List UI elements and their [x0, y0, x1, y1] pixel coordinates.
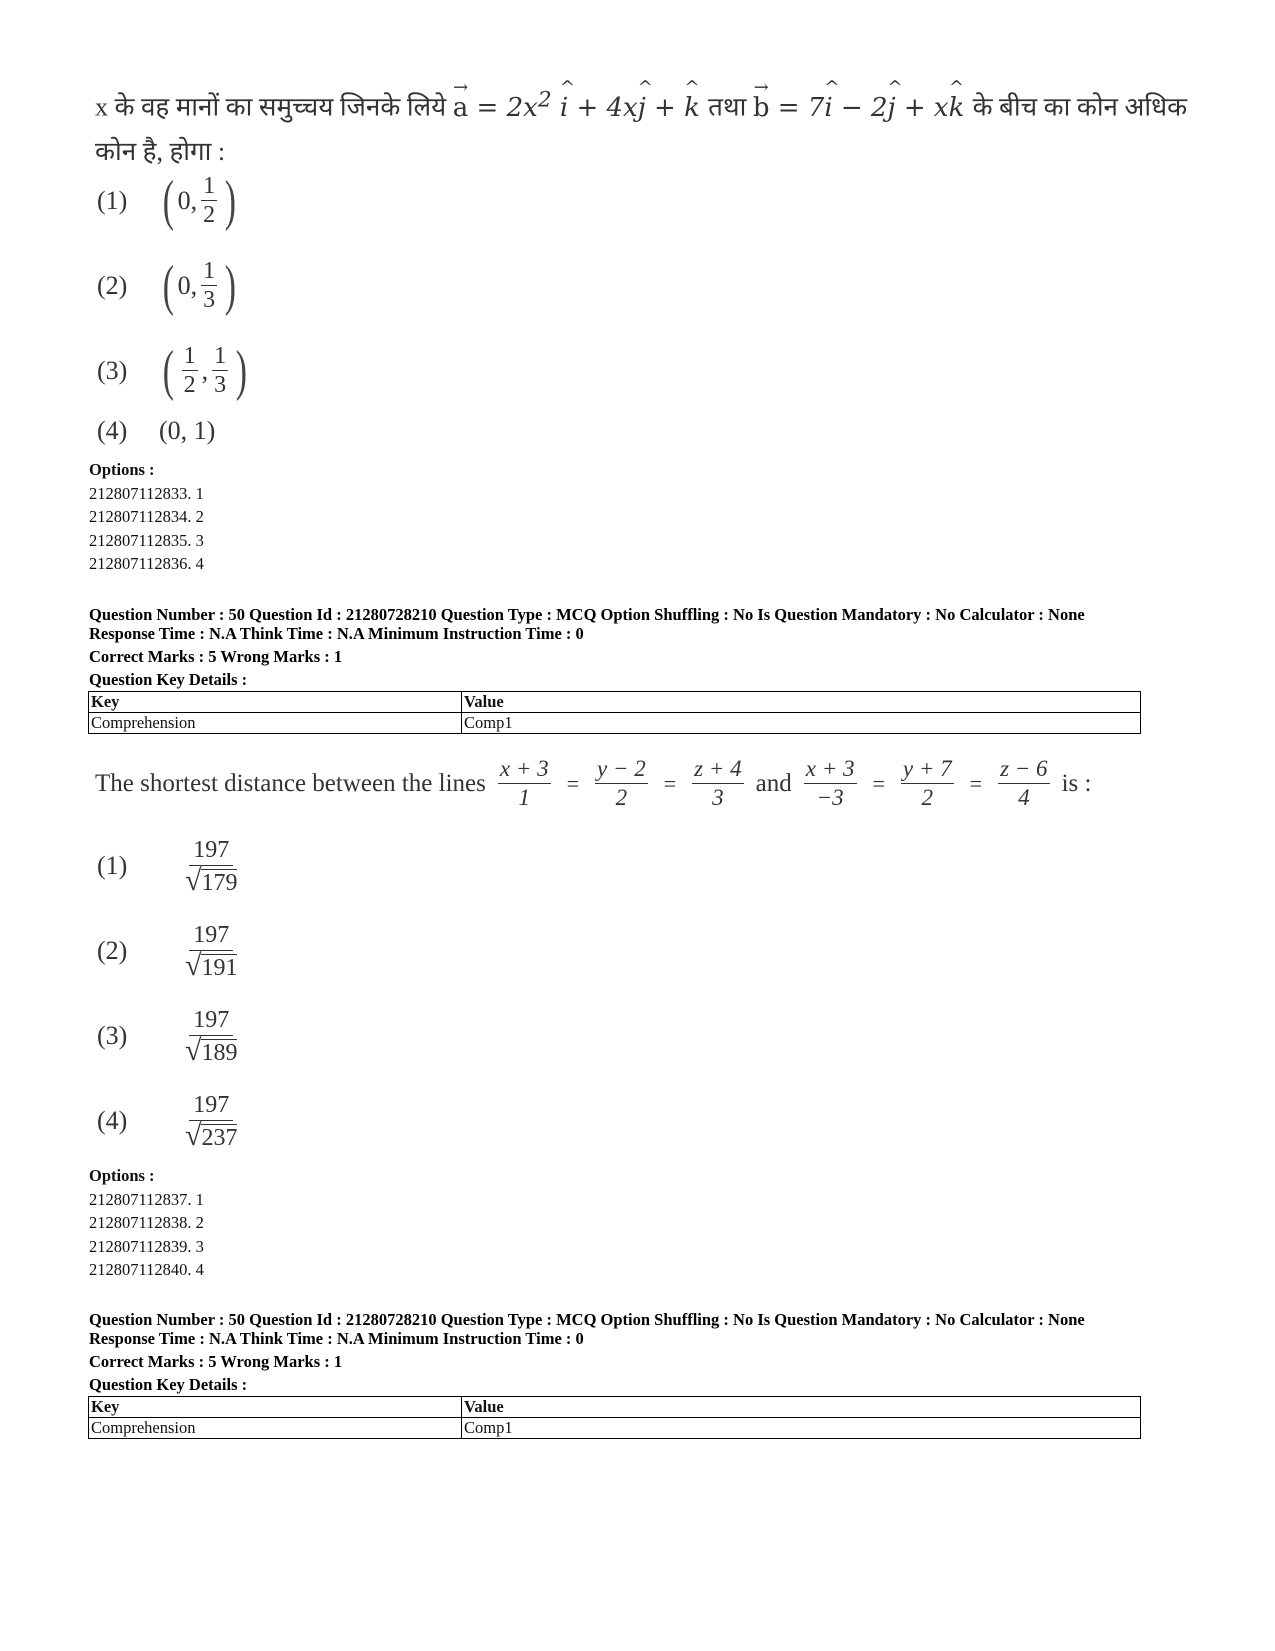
vector-b: → b — [753, 80, 770, 130]
list-item: 212807112835. 3 — [89, 530, 204, 550]
q2-option-2: (2) 197 √ 191 — [97, 922, 238, 982]
table-row: Comprehension Comp1 — [89, 713, 1141, 734]
q1-option-1: (1) ( 0, $\frac{1}{2}$ ) — [97, 169, 237, 232]
vector-a: → a — [453, 80, 469, 130]
question-hindi-intro: x के वह मानों का समुच्चय जिनके लिये — [95, 92, 447, 122]
table-row: Key Value — [89, 692, 1141, 713]
list-item: 212807112836. 4 — [89, 554, 204, 573]
list-item: 212807112834. 2 — [89, 507, 204, 526]
q2-option-4: (4) 197 √ 237 — [97, 1092, 238, 1152]
q1-options-list — [89, 458, 204, 576]
table-row: Comprehension Comp1 — [89, 1418, 1141, 1439]
list-item: 212807112840. 4 — [89, 1260, 204, 1279]
list-item: 212807112839. 3 — [89, 1236, 204, 1256]
list-item: 212807112838. 2 — [89, 1213, 204, 1232]
q1-option-3: (3) ( $\frac{1}{2}$ , $\frac{1}{3}$ ) — [97, 339, 248, 402]
question-text-english: The shortest distance between the lines $\frac{x + 3}{1}$ = $\frac{y - 2}{2}$ = $\frac{z + 4}{3}$ and $\frac{x + 3}{-3}$ = $\frac{y + 7}{2}$ = $\frac{z - 6}{4}$ is : — [95, 756, 1092, 810]
question-meta-1: Question Number : 50 Question Id : 21280728210 Question Type : MCQ Option Shuffling : No Is Question Mandatory : No Calculator : None Response Time : N.A Think Time : N.A Minimum Instruction Time : 0 Correct Marks : 5 Wrong Marks : 1 Question Key Details : — [89, 605, 1085, 689]
q2-options-list — [89, 1164, 204, 1282]
options-label: Options : — [89, 1166, 155, 1185]
question-meta-2: Question Number : 50 Question Id : 21280728210 Question Type : MCQ Option Shuffling : No Is Question Mandatory : No Calculator : None Response Time : N.A Think Time : N.A Minimum Instruction Time : 0 Correct Marks : 5 Wrong Marks : 1 Question Key Details : — [89, 1310, 1085, 1394]
options-label: Options : — [89, 460, 155, 479]
question-key-table-2 — [88, 1396, 1141, 1439]
question-hindi-line2: कोन है, होगा : — [95, 136, 226, 166]
q1-option-4: (4) (0, 1) — [97, 416, 216, 445]
q2-option-1: (1) 197 √ 179 — [97, 837, 238, 897]
question-text-hindi: x के वह मानों का समुच्चय जिनके लिये → $a = 2x^2$ ^ i + 4x^ j + ^ k तथा → b = 7^ i − 2^ j + x^ k के बीच का कोन अधिक कोन है, होगा : — [95, 78, 1205, 174]
table-row: Key Value — [89, 1397, 1141, 1418]
list-item: 212807112837. 1 — [89, 1189, 204, 1209]
question-key-table-1 — [88, 691, 1141, 734]
list-item: 212807112833. 1 — [89, 483, 204, 503]
q1-option-2: (2) ( 0, $\frac{1}{3}$ ) — [97, 254, 237, 317]
q2-option-3: (3) 197 √ 189 — [97, 1007, 238, 1067]
